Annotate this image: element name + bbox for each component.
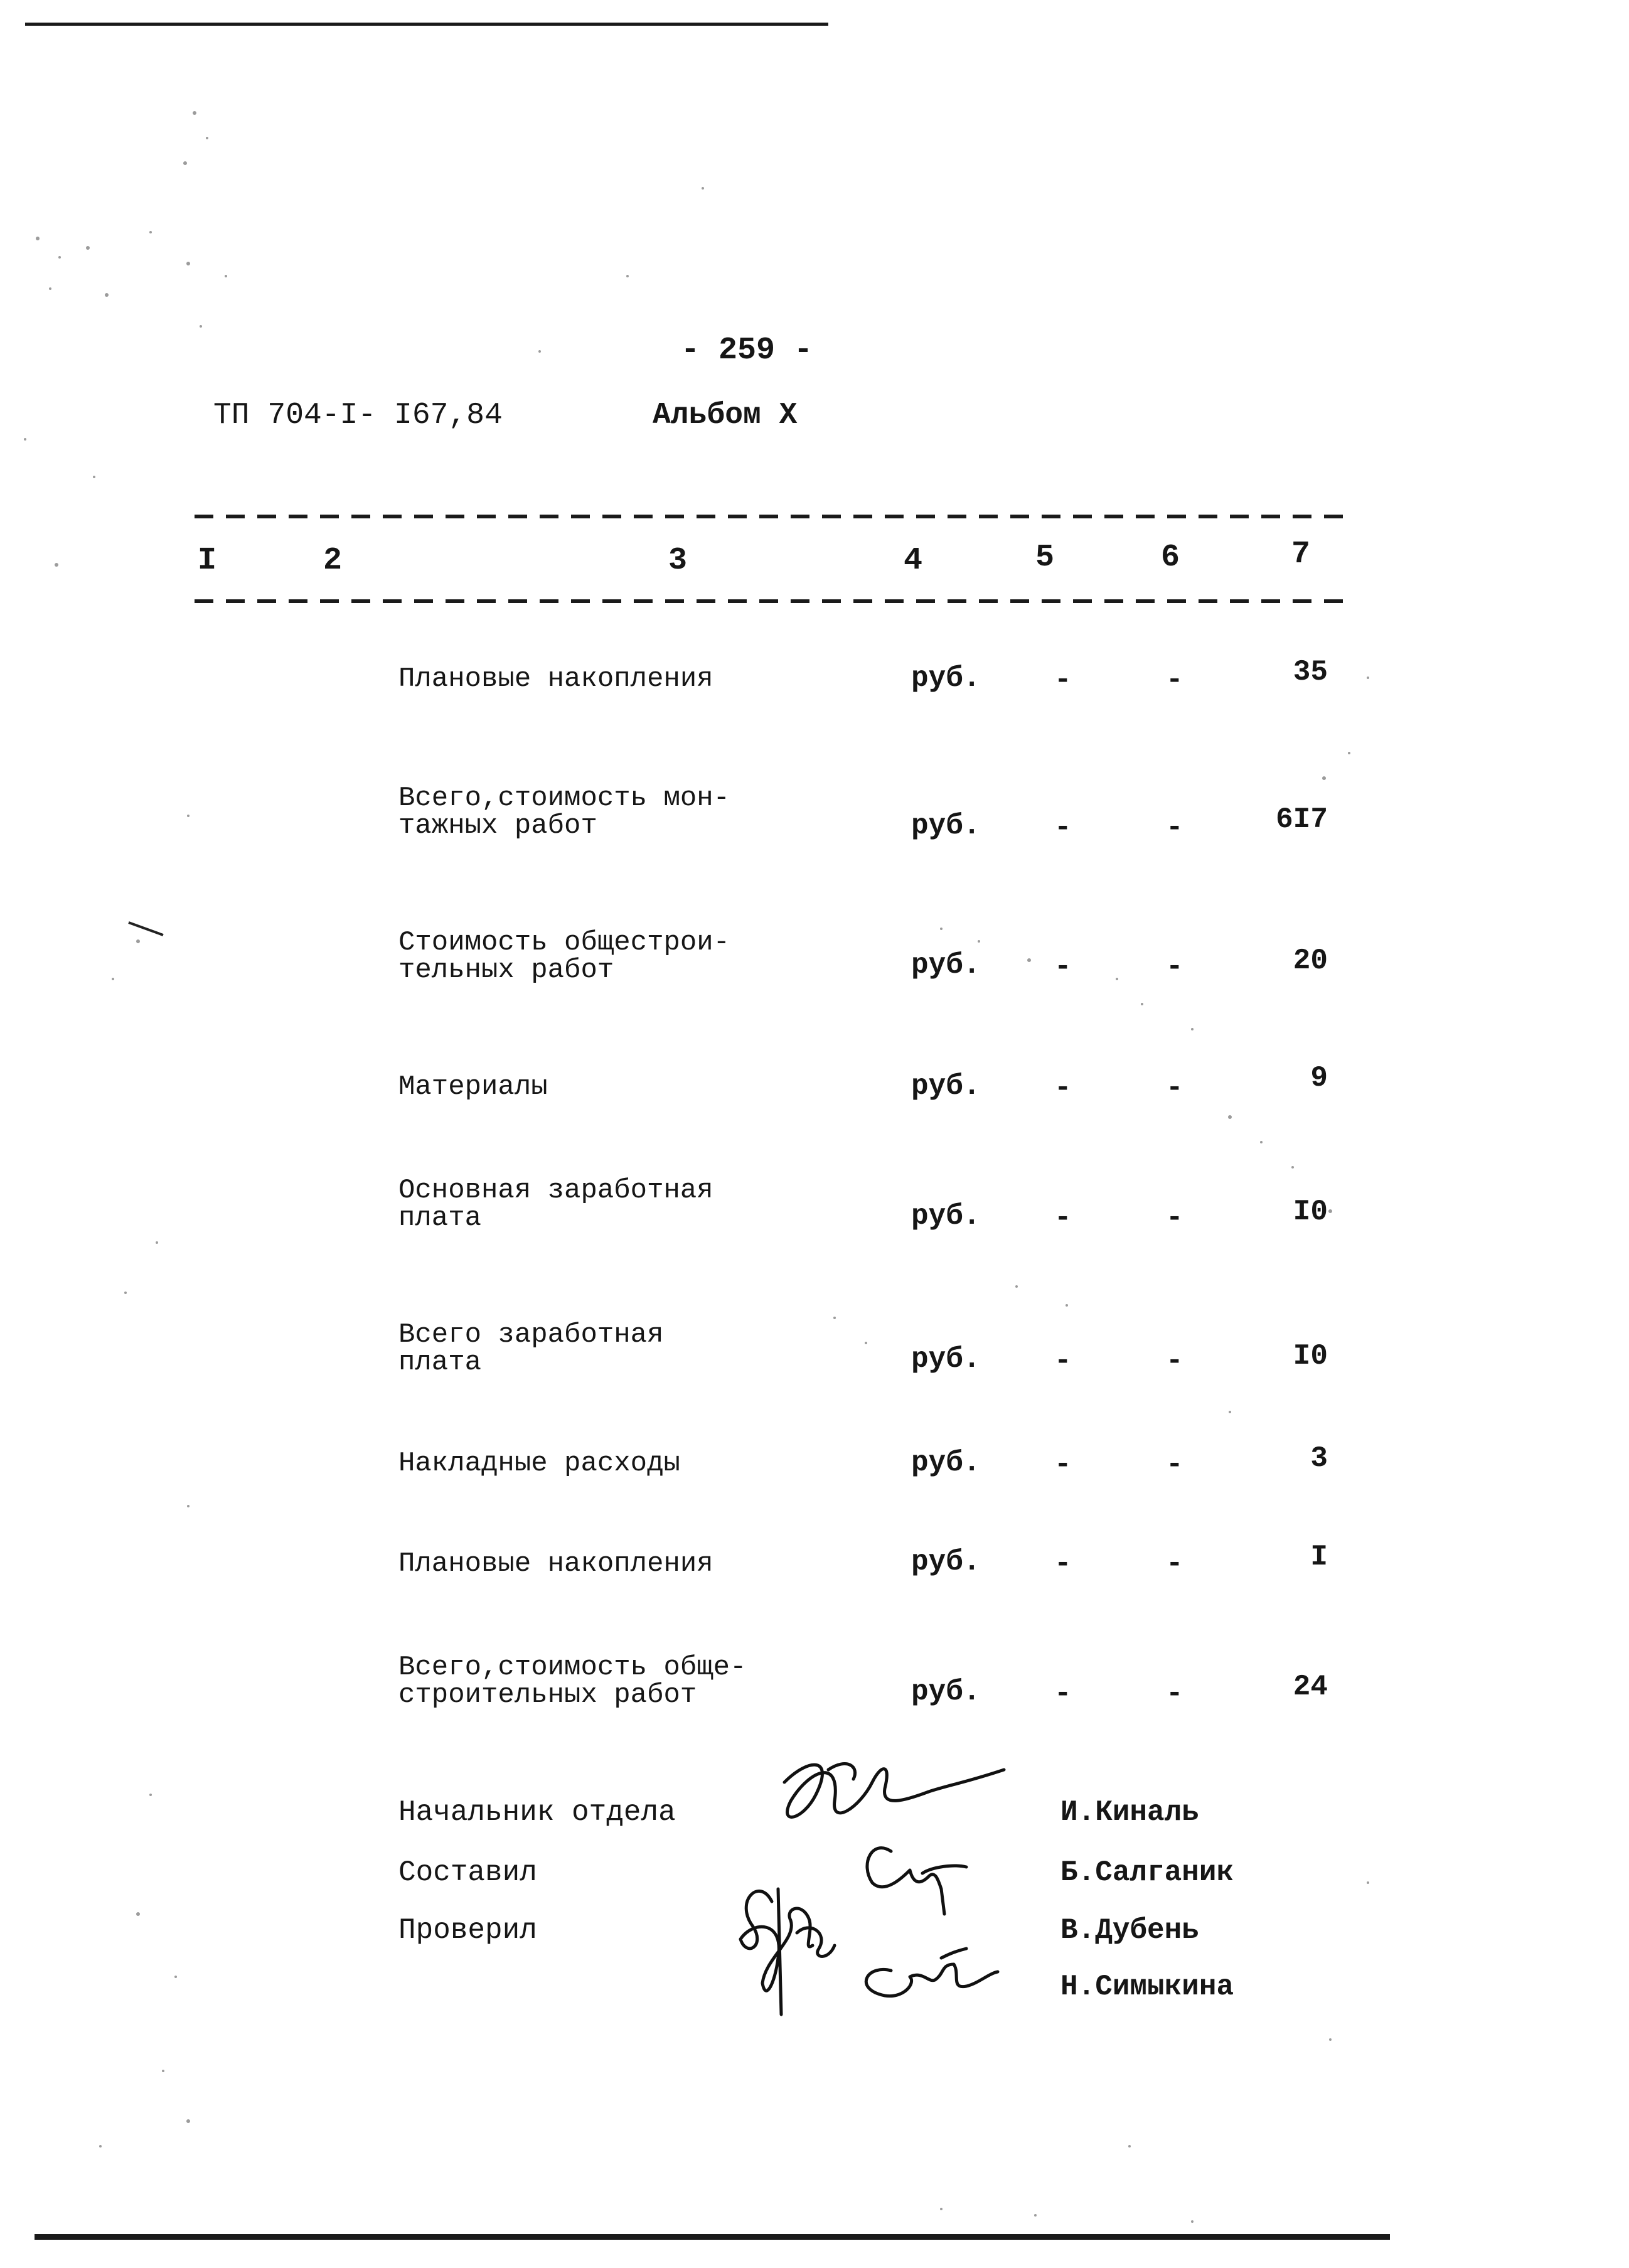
row-unit: руб. bbox=[911, 949, 981, 982]
row-col6: - bbox=[1166, 664, 1183, 697]
row-col5: - bbox=[1054, 1072, 1072, 1105]
row-col5: - bbox=[1054, 1548, 1072, 1580]
row-value: 3 bbox=[1310, 1442, 1328, 1475]
row-col5: - bbox=[1054, 1202, 1072, 1234]
row-value: I bbox=[1310, 1541, 1328, 1573]
row-unit: руб. bbox=[911, 810, 981, 842]
column-number-3: 3 bbox=[668, 543, 688, 579]
row-description: Накладные расходы bbox=[398, 1448, 680, 1479]
column-number-4: 4 bbox=[904, 543, 923, 579]
row-value: 9 bbox=[1310, 1062, 1328, 1094]
row-unit: руб. bbox=[911, 1447, 981, 1479]
row-col5: - bbox=[1054, 951, 1072, 983]
row-value: 24 bbox=[1293, 1671, 1328, 1703]
row-description: Всего заработная плата bbox=[398, 1319, 664, 1378]
row-col6: - bbox=[1166, 1548, 1183, 1580]
row-value: 35 bbox=[1293, 656, 1328, 688]
row-description: Плановые накопления bbox=[398, 1548, 713, 1580]
row-col6: - bbox=[1166, 1072, 1183, 1105]
row-col5: - bbox=[1054, 1677, 1072, 1710]
signatory-name: В.Дубень bbox=[1060, 1914, 1199, 1947]
row-unit: руб. bbox=[911, 1546, 981, 1578]
signature-role-checked: Проверил bbox=[398, 1914, 537, 1947]
row-unit: руб. bbox=[911, 1070, 981, 1103]
column-number-7: 7 bbox=[1291, 537, 1311, 572]
signature-role-head: Начальник отдела bbox=[398, 1796, 676, 1829]
signatory-name: Б.Салганик bbox=[1060, 1856, 1234, 1889]
row-col5: - bbox=[1054, 1345, 1072, 1377]
column-number-5: 5 bbox=[1035, 540, 1055, 575]
row-value: 20 bbox=[1293, 944, 1328, 977]
row-unit: руб. bbox=[911, 662, 981, 695]
column-number-2: 2 bbox=[323, 543, 343, 579]
row-description: Плановые накопления bbox=[398, 663, 713, 695]
document-code: ТП 704-I- I67,84 bbox=[213, 399, 503, 432]
album-label: Альбом X bbox=[653, 399, 798, 432]
page-number: - 259 - bbox=[681, 333, 813, 368]
column-number-1: I bbox=[198, 543, 217, 579]
row-description: Материалы bbox=[398, 1071, 548, 1103]
row-col6: - bbox=[1166, 1345, 1183, 1377]
signatory-name: Н.Симыкина bbox=[1060, 1971, 1234, 2003]
row-unit: руб. bbox=[911, 1343, 981, 1376]
row-unit: руб. bbox=[911, 1676, 981, 1708]
signature-role-compiled: Составил bbox=[398, 1856, 537, 1889]
column-number-6: 6 bbox=[1161, 540, 1180, 575]
row-value: I0 bbox=[1293, 1196, 1328, 1228]
row-description: Всего,стоимость обще- строительных работ bbox=[398, 1652, 747, 1711]
row-description: Основная заработная плата bbox=[398, 1175, 713, 1234]
row-unit: руб. bbox=[911, 1200, 981, 1233]
row-col6: - bbox=[1166, 1677, 1183, 1710]
row-col5: - bbox=[1054, 811, 1072, 844]
row-col6: - bbox=[1166, 1202, 1183, 1234]
signatory-name: И.Киналь bbox=[1060, 1796, 1199, 1829]
row-col6: - bbox=[1166, 811, 1183, 844]
row-col6: - bbox=[1166, 1448, 1183, 1481]
row-value: I0 bbox=[1293, 1340, 1328, 1372]
row-description: Всего,стоимость мон- тажных работ bbox=[398, 783, 730, 842]
row-value: 6I7 bbox=[1276, 803, 1328, 836]
row-col6: - bbox=[1166, 951, 1183, 983]
row-description: Стоимость общестрои- тельных работ bbox=[398, 927, 730, 986]
row-col5: - bbox=[1054, 1448, 1072, 1481]
row-col5: - bbox=[1054, 664, 1072, 697]
